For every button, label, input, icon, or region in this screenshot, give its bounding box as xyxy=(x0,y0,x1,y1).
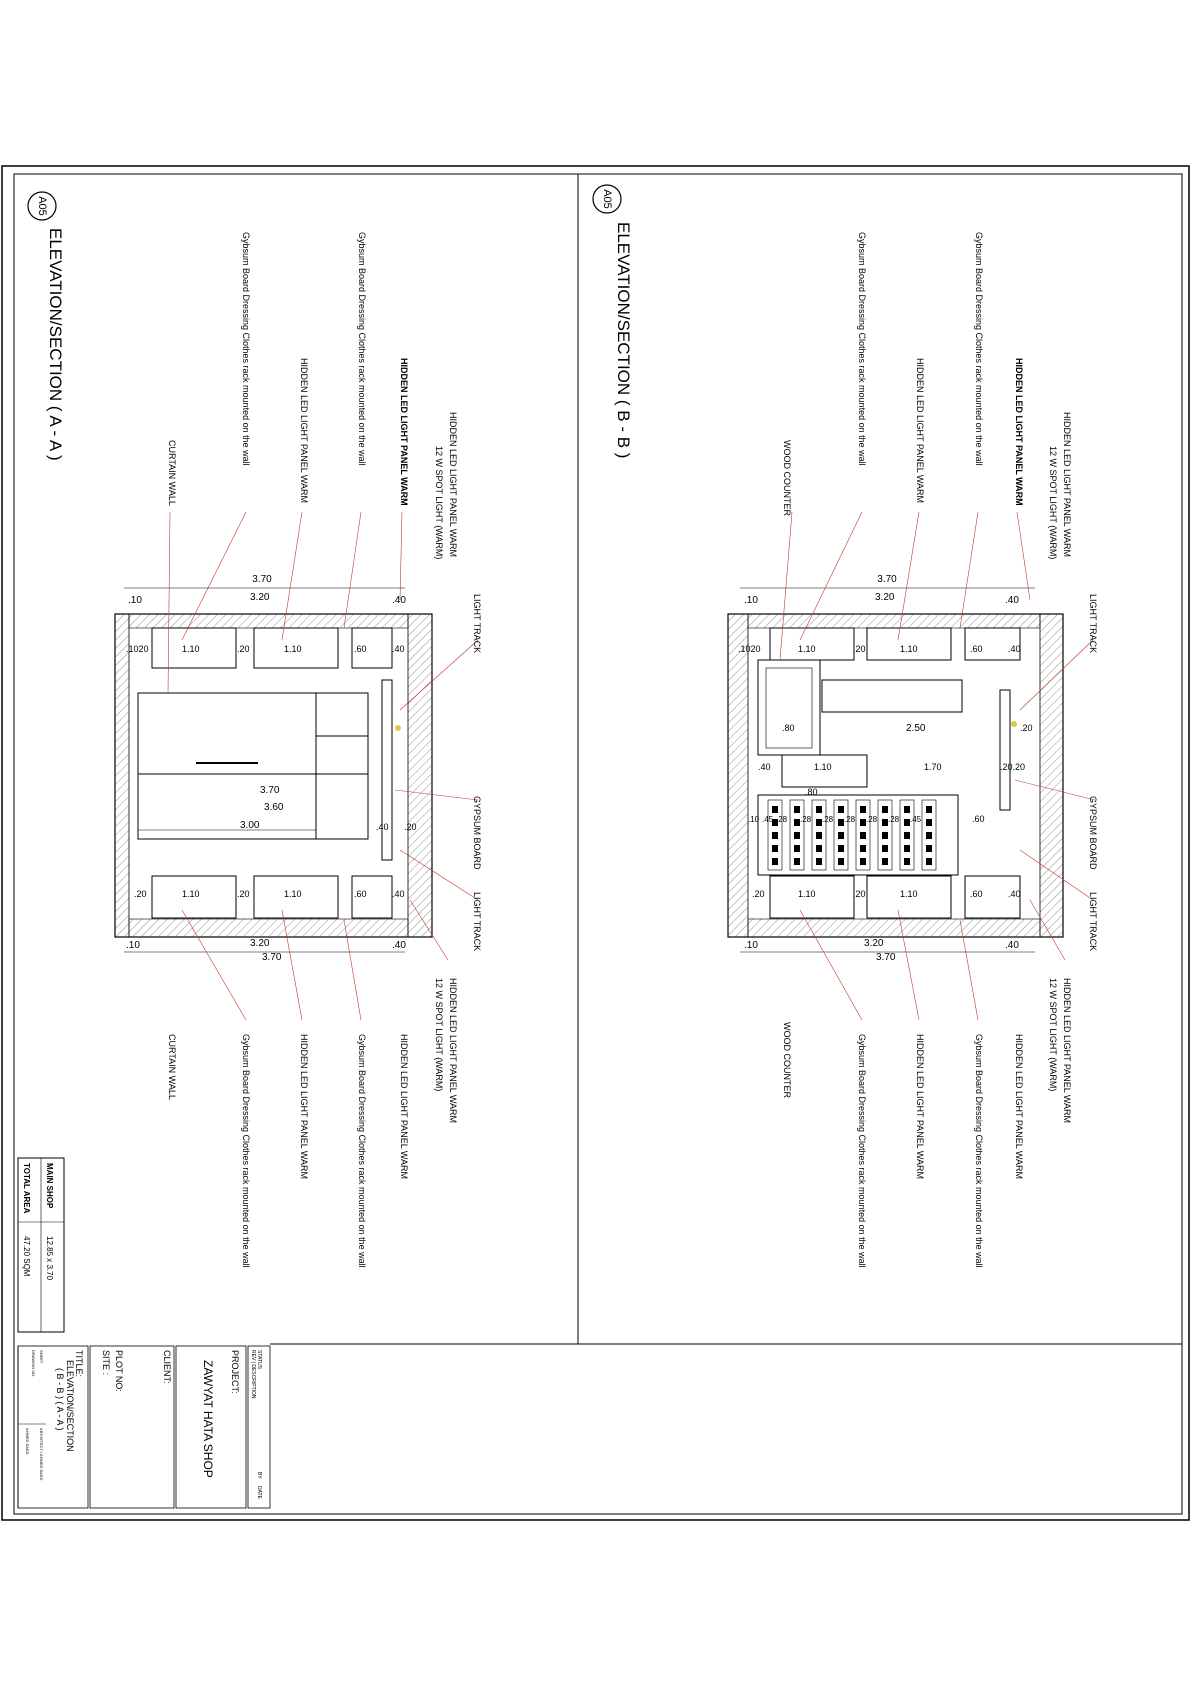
dim-b-bot-overall: 3.70 xyxy=(876,952,896,963)
dim-a-overall: 3.70 xyxy=(252,574,272,585)
dim-a-w-b: 1.10 xyxy=(182,644,200,654)
rack-hanger xyxy=(860,845,866,852)
dim-b-mid-e: 1.70 xyxy=(924,762,942,772)
dim-b-rack-b: .45 xyxy=(762,815,774,824)
tb-date: DATE xyxy=(256,1486,262,1499)
rack-hanger xyxy=(794,832,800,839)
section-a-title: ELEVATION/SECTION ( A - A ) xyxy=(46,228,65,461)
dim-b-w-a: .1020 xyxy=(738,644,761,654)
dim-a-w-e: .60 xyxy=(354,644,367,654)
callout-b-top-6: HIDDEN LED LIGHT PANEL WARM xyxy=(1062,412,1072,558)
callout-a-top-6: HIDDEN LED LIGHT PANEL WARM xyxy=(448,412,458,558)
callout-a-bot-9: LIGHT TRACK xyxy=(472,892,482,952)
dim-a-bot-right: .40 xyxy=(392,940,406,951)
dim-a-w-c: .20 xyxy=(237,644,250,654)
dim-a-w-d: 1.10 xyxy=(284,644,302,654)
section-b-tag: A05 xyxy=(601,189,614,209)
callout-b-bot-5: WOOD COUNTER xyxy=(782,1022,792,1098)
dim-a-low-a: .20 xyxy=(134,889,147,899)
dim-b-bot-left: .10 xyxy=(744,940,758,951)
callout-b-bot-9: LIGHT TRACK xyxy=(1088,892,1098,952)
section-b-b xyxy=(593,185,1098,1268)
tb-sheet-label: SHEET xyxy=(39,1350,44,1364)
dim-b-low-c: .20 xyxy=(853,889,866,899)
dim-b-w-d: 1.10 xyxy=(900,644,918,654)
rack-hanger xyxy=(904,832,910,839)
rack-hanger xyxy=(816,806,822,813)
callout-b-bot-4: HIDDEN LED LIGHT PANEL WARM xyxy=(1014,1034,1024,1180)
rack-hanger xyxy=(772,832,778,839)
rack-hanger xyxy=(882,832,888,839)
section-a-a xyxy=(28,192,482,1268)
callout-b-top-8: LIGHT TRACK xyxy=(1088,594,1098,654)
room-a-ceiling xyxy=(129,614,408,628)
room-a-wall-right xyxy=(408,614,432,937)
dim-b-mid-f: .20.20 xyxy=(1000,762,1026,772)
callout-a-bot-4: HIDDEN LED LIGHT PANEL WARM xyxy=(399,1034,409,1180)
callout-a-top-4: HIDDEN LED LIGHT PANEL WARM xyxy=(399,358,409,506)
rack-hanger xyxy=(838,845,844,852)
dim-b-w-b: 1.10 xyxy=(798,644,816,654)
display-unit xyxy=(822,680,962,712)
dim-a-low-f: .40 xyxy=(392,889,405,899)
rack-hanger xyxy=(816,845,822,852)
rack-hanger xyxy=(838,832,844,839)
room-b-floor xyxy=(748,919,1040,937)
dim-b-mid-b: .80 xyxy=(782,723,795,733)
rack-hanger xyxy=(882,858,888,865)
dim-b-mid-a: 2.50 xyxy=(906,723,926,734)
dim-a-h-c: 3.00 xyxy=(240,820,260,831)
dim-a-h-a: 3.70 xyxy=(260,785,280,796)
rack-hanger xyxy=(926,806,932,813)
tb-title-label: TITLE: xyxy=(74,1350,84,1378)
curtain-wall-panel xyxy=(138,693,368,839)
dim-b-rack-a: .10 xyxy=(748,815,760,824)
section-b-title: ELEVATION/SECTION ( B - B ) xyxy=(614,222,633,459)
dim-b-low-b: 1.10 xyxy=(798,889,816,899)
rack-hanger xyxy=(904,858,910,865)
tb-project-label: PROJECT: xyxy=(230,1350,240,1394)
rack-hanger xyxy=(904,806,910,813)
dim-b-rack-e: .28 xyxy=(822,815,834,824)
callout-a-bot-7: 12 W SPOT LIGHT (WARM) xyxy=(434,978,444,1092)
callout-b-bot-6: HIDDEN LED LIGHT PANEL WARM xyxy=(1062,978,1072,1124)
callout-a-bot-2: HIDDEN LED LIGHT PANEL WARM xyxy=(299,1034,309,1180)
spot-light-a xyxy=(395,725,401,731)
light-track-b xyxy=(1000,690,1010,810)
tb-rev-header: REV | DESCRIPTION xyxy=(250,1350,256,1399)
area-row2-label: TOTAL AREA xyxy=(22,1163,31,1214)
dim-a-h-d: .40 xyxy=(376,822,389,832)
dim-b-mid-g: .20 xyxy=(1020,723,1033,733)
callout-b-top-5: WOOD COUNTER xyxy=(782,440,792,516)
callout-a-top-3: Gybsum Board Dressing Clothes rack mounted on the wall xyxy=(357,232,367,466)
dim-b-mid-c: .40 xyxy=(758,762,771,772)
tb-title-line1: ELEVATION/SECTION xyxy=(65,1360,75,1452)
callout-b-top-7: 12 W SPOT LIGHT (WARM) xyxy=(1048,446,1058,560)
dim-b-overall: 3.70 xyxy=(877,574,897,585)
inner-frame xyxy=(14,174,1182,1514)
callout-b-bot-3: Gybsum Board Dressing Clothes rack mounted on the wall xyxy=(974,1034,984,1268)
sheet-border xyxy=(2,166,1189,1520)
rack-hanger xyxy=(838,806,844,813)
dim-b-rack-i: .45 xyxy=(910,815,922,824)
dim-b-left: .10 xyxy=(744,595,758,606)
callout-b-bot-1: Gybsum Board Dressing Clothes rack mounted on the wall xyxy=(857,1034,867,1268)
dim-a-low-c: .20 xyxy=(237,889,250,899)
rack-hanger xyxy=(794,806,800,813)
tb-project-name: ZAWYAT HATA SHOP xyxy=(201,1360,215,1478)
callout-a-top-5: CURTAIN WALL xyxy=(167,440,177,506)
dim-b-rack-h: .28 xyxy=(888,815,900,824)
callout-b-bot-8: GYPSUM BOARD xyxy=(1088,796,1098,870)
callout-b-top-1: Gybsum Board Dressing Clothes rack mounted on the wall xyxy=(857,232,867,466)
tb-drawn-by: AHMED SAED xyxy=(25,1428,30,1455)
rack-hanger xyxy=(838,858,844,865)
callout-a-bot-8: GYPSUM BOARD xyxy=(472,796,482,870)
rack-hanger xyxy=(772,806,778,813)
section-a-tag: A05 xyxy=(36,196,49,216)
rack-hanger xyxy=(882,845,888,852)
dim-b-bot-inner: 3.20 xyxy=(864,938,884,949)
rack-hanger xyxy=(860,832,866,839)
tb-status: STATUS xyxy=(256,1350,262,1369)
dim-b-w-c: .20 xyxy=(853,644,866,654)
dim-a-bot-left: .10 xyxy=(126,940,140,951)
dim-b-bot-right: .40 xyxy=(1005,940,1019,951)
dim-a-bot-overall: 3.70 xyxy=(262,952,282,963)
rack-hanger xyxy=(904,845,910,852)
dim-b-inner: 3.20 xyxy=(875,592,895,603)
dim-a-low-e: .60 xyxy=(354,889,367,899)
dim-a-inner: 3.20 xyxy=(250,592,270,603)
tb-by: BY xyxy=(256,1472,262,1479)
area-row1-value: 12.85 x 3.70 xyxy=(45,1236,54,1281)
dim-b-low-f: .40 xyxy=(1008,889,1021,899)
light-track-a xyxy=(382,680,392,860)
tb-client-label: CLIENT: xyxy=(162,1350,172,1384)
room-b-wall-right xyxy=(1040,614,1063,937)
dim-a-low-d: 1.10 xyxy=(284,889,302,899)
dim-a-w-f: .40 xyxy=(392,644,405,654)
dim-b-low-a: .20 xyxy=(752,889,765,899)
dim-b-w-f: .40 xyxy=(1008,644,1021,654)
rack-hanger xyxy=(926,819,932,826)
callout-b-bot-2: HIDDEN LED LIGHT PANEL WARM xyxy=(915,1034,925,1180)
callout-b-top-3: Gybsum Board Dressing Clothes rack mounted on the wall xyxy=(974,232,984,466)
rack-hanger xyxy=(926,832,932,839)
dim-b-right: .40 xyxy=(1005,595,1019,606)
dim-b-w-e: .60 xyxy=(970,644,983,654)
dim-a-low-b: 1.10 xyxy=(182,889,200,899)
dim-b-rack-j: .60 xyxy=(972,814,985,824)
tb-architect: ARCHITECT / AHMED SAED xyxy=(39,1428,44,1481)
dim-a-h-e: .20 xyxy=(404,822,417,832)
rack-hanger xyxy=(794,858,800,865)
room-a-floor xyxy=(129,919,408,937)
rack-hanger xyxy=(816,832,822,839)
dim-a-bot-inner: 3.20 xyxy=(250,938,270,949)
dim-b-mid-d: 1.10 xyxy=(814,762,832,772)
tb-title-line2: ( B - B ) ( A - A ) xyxy=(55,1368,65,1431)
room-b-wall-left xyxy=(728,614,748,937)
tb-drawing-no-label: DRAWING NO. xyxy=(31,1350,36,1378)
dim-b-low-d: 1.10 xyxy=(900,889,918,899)
callout-a-bot-6: HIDDEN LED LIGHT PANEL WARM xyxy=(448,978,458,1124)
rack-hanger xyxy=(860,806,866,813)
callout-a-bot-1: Gybsum Board Dressing Clothes rack mounted on the wall xyxy=(241,1034,251,1268)
rack-hanger xyxy=(794,845,800,852)
title-block xyxy=(18,1346,270,1508)
rack-hanger xyxy=(772,845,778,852)
room-a-outline xyxy=(115,614,432,937)
rack-hanger xyxy=(860,858,866,865)
spot-light-b xyxy=(1011,721,1017,727)
dim-a-left: .10 xyxy=(128,595,142,606)
dim-b-rack-g: .28 xyxy=(866,815,878,824)
room-a-wall-left xyxy=(115,614,129,937)
rack-hanger xyxy=(772,858,778,865)
callout-a-bot-3: Gybsum Board Dressing Clothes rack mounted on the wall xyxy=(357,1034,367,1268)
wood-counter-inner xyxy=(766,668,812,748)
rack-hanger xyxy=(816,858,822,865)
room-b-ceiling xyxy=(748,614,1040,628)
dim-b-mid-h: .80 xyxy=(805,787,818,797)
callout-b-top-4: HIDDEN LED LIGHT PANEL WARM xyxy=(1014,358,1024,506)
dim-a-w-a: .1020 xyxy=(126,644,149,654)
rack-hanger xyxy=(882,806,888,813)
dim-a-h-b: 3.60 xyxy=(264,802,284,813)
dim-b-rack-c: .28 xyxy=(776,815,788,824)
tb-plot-label: PLOT NO: xyxy=(114,1350,124,1392)
callout-a-top-7: 12 W SPOT LIGHT (WARM) xyxy=(434,446,444,560)
callout-a-top-8: LIGHT TRACK xyxy=(472,594,482,654)
callout-a-top-1: Gybsum Board Dressing Clothes rack mounted on the wall xyxy=(241,232,251,466)
rack-hanger xyxy=(926,845,932,852)
area-row1-label: MAIN SHOP xyxy=(45,1163,54,1209)
callout-a-top-2: HIDDEN LED LIGHT PANEL WARM xyxy=(299,358,309,504)
dim-a-right: .40 xyxy=(392,595,406,606)
dim-b-rack-d: .28 xyxy=(800,815,812,824)
dim-b-rack-f: .28 xyxy=(844,815,856,824)
tb-site-label: SITE : xyxy=(101,1350,111,1376)
area-table xyxy=(18,1158,64,1332)
dim-b-low-e: .60 xyxy=(970,889,983,899)
callout-a-bot-5: CURTAIN WALL xyxy=(167,1034,177,1100)
rack-hanger xyxy=(926,858,932,865)
area-row2-value: 47.20 SQM xyxy=(22,1236,31,1277)
rack-bars xyxy=(768,800,936,870)
callout-b-top-2: HIDDEN LED LIGHT PANEL WARM xyxy=(915,358,925,504)
callout-b-bot-7: 12 W SPOT LIGHT (WARM) xyxy=(1048,978,1058,1092)
wood-counter xyxy=(758,660,820,755)
